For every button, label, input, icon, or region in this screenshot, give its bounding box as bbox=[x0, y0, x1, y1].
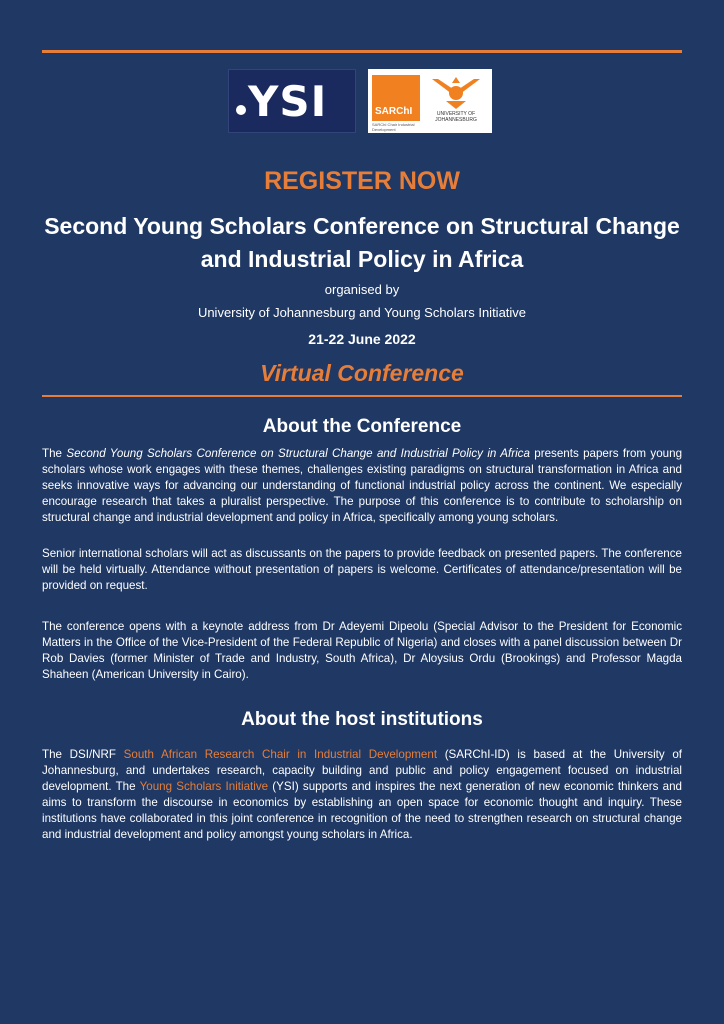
register-now-heading: REGISTER NOW bbox=[264, 167, 460, 195]
ysi-logo bbox=[228, 69, 356, 133]
section-divider bbox=[42, 395, 682, 397]
paragraph-text: (YSI) supports and inspires the next generation of new economic thinkers and aims to transform the discourse in economics by establishing an open space for economic thought and inquiry. These institutions have collaborated in this joint conference in recognition of the need to strengthen research on structural change and industrial development and policy amongst young scholars in Africa. bbox=[42, 780, 683, 841]
uj-logo-text: UNIVERSITY OF JOHANNESBURG bbox=[435, 111, 477, 123]
conference-name-italic: Second Young Scholars Conference on Structural Change and Industrial Policy in Africa bbox=[66, 447, 530, 460]
conference-dates: 21-22 June 2022 bbox=[308, 331, 416, 347]
about-conference-paragraph-3: The conference opens with a keynote address from Dr Adeyemi Dipeolu (Special Advisor to the President for Economic Matters in the Office of the Vice-President of the Federal Republic of Nigeria) and closes with a panel discussion between Dr Rob Davies (former Minister of Trade and Industry, South Africa), Dr Aloysius Ordu (Brookings) and Professor Magda Shaheen (American University in Cairo). bbox=[42, 620, 682, 681]
organisers: University of Johannesburg and Young Scholars Initiative bbox=[197, 305, 527, 320]
top-divider bbox=[42, 50, 682, 53]
about-conference-heading: About the Conference bbox=[262, 416, 462, 437]
about-conference-paragraph-1 bbox=[42, 446, 682, 526]
logo-bar bbox=[0, 69, 724, 135]
paragraph-text: The DSI/NRF bbox=[42, 748, 124, 761]
sarchi-logo-text: SARChI bbox=[375, 106, 413, 117]
sarchi-logo bbox=[372, 75, 420, 121]
partner-logos bbox=[368, 69, 492, 133]
ysi-logo-text: YSI bbox=[248, 77, 328, 126]
organised-by-label: organised by bbox=[324, 282, 400, 297]
ysi-dot-icon bbox=[236, 105, 246, 115]
paragraph-text: (SARChI-ID) is based at the University of Johannesburg, and undertakes research, capacity building and public and policy engagement focused on industrial development. The bbox=[42, 748, 682, 793]
sarchi-logo-subtitle: SARChI Chair Industrial Development bbox=[372, 122, 415, 132]
about-hosts-paragraph bbox=[42, 747, 682, 843]
paragraph-text: The bbox=[42, 447, 67, 460]
paragraph-text: presents papers from young scholars whose work engages with these themes, challenges existing paradigms on structural transformation in Africa and seeks innovative ways for advancing our understanding of functional industrial policy across the continent. We especially encourage research that takes a pluralist perspective. The purpose of this conference is to contribute to scholarship on structural change and industrial development and policy in Africa, specifically among young scholars. bbox=[42, 447, 683, 524]
ysi-link[interactable]: Young Scholars Initiative bbox=[139, 780, 269, 793]
sarchi-link[interactable]: South African Research Chair in Industrial Development bbox=[123, 748, 438, 761]
conference-title: Second Young Scholars Conference on Structural Change and Industrial Policy in Africa bbox=[44, 213, 680, 272]
conference-format: Virtual Conference bbox=[260, 360, 464, 386]
about-hosts-heading: About the host institutions bbox=[241, 709, 483, 730]
uj-crest-icon bbox=[428, 75, 484, 111]
about-conference-paragraph-2: Senior international scholars will act as discussants on the papers to provide feedback on presented papers. The conference will be held virtually. Attendance without presentation of papers is welcome. Certificates of attendance/presentation will be provided on request. bbox=[42, 547, 682, 592]
